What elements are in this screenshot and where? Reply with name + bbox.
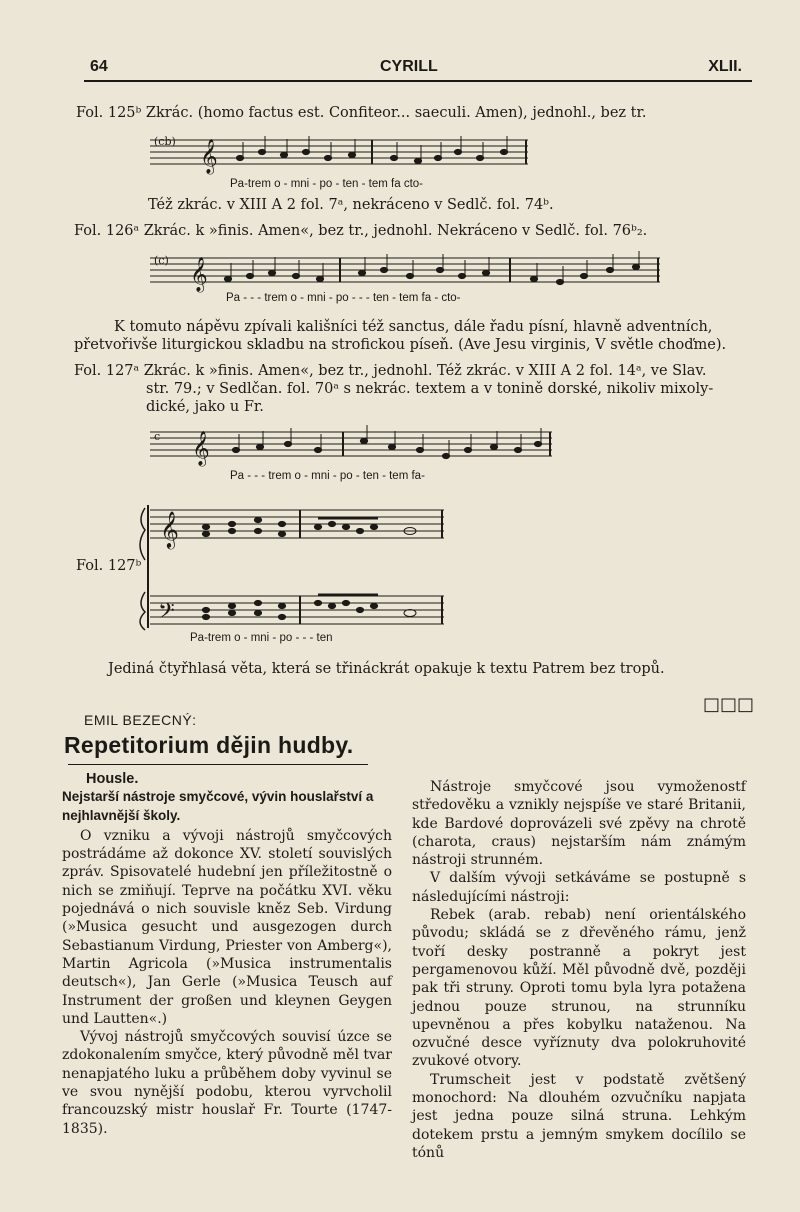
treble-clef-icon: 𝄞 [200, 139, 218, 174]
entry-also-shortened: Též zkrác. v XIII A 2 fol. 7ᵃ, nekráceno v Sedlč. fol. 74ᵇ. [148, 197, 554, 213]
staff-4-notes [202, 517, 416, 536]
clef-mark-3: c [154, 430, 161, 443]
right-paragraph-1: Nástroje smyčcové jsou vymoženostf středověku a vznikly nejspíše ve staré Britanii, kde Bardové doprovázeli své zpěvy na chrotě (charota, craus) nejstarším nám známým nástroji strunném. [412, 779, 746, 869]
paragraph-kalisnici-2: přetvořivše liturgickou skladbu na strofickou píseň. (Ave Jesu virginis, V světle choďme). [74, 337, 727, 353]
right-paragraph-3: Rebek (arab. rebab) není orientálského původu; skládá se z dřevěného rámu, jenž tvoří desky postranně a pokryt jest pergamenovou kůží. Měl původně dvě, později pak tři struny. Oproti tomu byla lyra potažena jednou pouze strunou, na strunníku upevněnou a přes kobylku nataženou. Na ozvučné desce vyříznuty dva polokruhovité zvukové otvory. [412, 907, 746, 1070]
entry-fol-125b: Fol. 125ᵇ Zkrác. (homo factus est. Confiteor... saeculi. Amen), jednohl., bez tr. [76, 105, 647, 121]
paragraph-ctyrhlasa: Jediná čtyřhlasá věta, která se třináckrát opakuje k textu Patrem bez tropů. [108, 661, 665, 677]
treble-clef-icon: 𝄞 [190, 257, 208, 292]
subsection-heading: Nejstarší nástroje smyčcové, vývin houslařství a nejhlavnější školy. [62, 789, 374, 823]
right-column [412, 778, 746, 1162]
ornament-squares: □□□ [703, 694, 755, 715]
staff-2-notes [224, 251, 639, 285]
page-number: 64 [90, 58, 108, 75]
lyric-line-4: Pa-trem o - mni - po - - - ten [190, 632, 333, 644]
paragraph-kalisnici-1: K tomuto nápěvu zpívali kališníci též sanctus, dále řadu písní, hlavně adventních, [114, 319, 713, 335]
article-title: Repetitorium dějin hudby. [64, 732, 354, 758]
entry-fol-127a-end: dické, jako u Fr. [146, 399, 264, 415]
left-paragraph-1: O vzniku a vývoji nástrojů smyčcových postrádáme až dokonce XV. století souvislých zpráv. Spisovatelé hudební jen příležitostně o nich se zmiňují. Teprve na počátku XVI. věku pojednává o nich souvisle kněz Seb. Virdung (»Musica gesucht und ausgezogen durch Sebastianum Virdung, Priester von Amberg«), Martin Agricola (»Musica instrumentalis deutsch«), Jan Gerle (»Musica Teusch auf Instrument der großen und kleynen Geygen und Lautten«.) [62, 827, 392, 1027]
clef-mark-1: (cb) [154, 135, 176, 148]
entry-fol-127a-cont: str. 79.; v Sedlčan. fol. 70ᵃ s nekrác. textem a v tonině dorské, nikoliv mixoly- [146, 381, 714, 397]
lyric-line-1: Pa-trem o - mni - po - ten - tem fa cto- [230, 178, 423, 190]
lyric-line-2: Pa - - - trem o - mni - po - - - ten - tem fa - cto- [226, 292, 461, 304]
staff-5-bass [150, 596, 444, 624]
section-heading: Housle. [86, 771, 139, 787]
article-author: EMIL BEZECNÝ: [84, 712, 197, 728]
entry-fol-127a: Fol. 127ᵃ Zkrác. k »finis. Amen«, bez tr., jednohl. Též zkrác. v XIII A 2 fol. 14ᵃ, ve Slav. [74, 363, 707, 379]
running-title: CYRILL [380, 58, 438, 75]
treble-clef-icon: 𝄞 [160, 510, 179, 548]
staff-3 [150, 432, 552, 456]
lyric-line-3: Pa - - - trem o - mni - po - ten - tem fa- [230, 470, 425, 482]
staff-4-treble [150, 510, 444, 538]
staff-5-notes [202, 595, 416, 620]
title-rule [68, 764, 368, 765]
treble-clef-icon: 𝄞 [192, 431, 210, 466]
right-paragraph-2: V dalším vývoji setkáváme se postupně s následujícími nástroji: [412, 870, 746, 905]
entry-fol-126a: Fol. 126ᵃ Zkrác. k »finis. Amen«, bez tr., jednohl. Nekráceno v Sedlč. fol. 76ᵇ₂. [74, 223, 648, 239]
right-paragraph-4: Trumscheit jest v podstatě zvětšený monochord: Na dlouhém ozvučníku napjata jest jedna pouze silná struna. Lehkým dotekem prstu a jemným smykem docílilo se tónů [412, 1071, 746, 1161]
left-paragraph-2: Vývoj nástrojů smyčcových souvisí úzce se zdokonalením smyčce, který původně měl tvar nenapjatého luku a průběhem doby vyvinul se ve svou nynější podobu, kterou vyrvcholil francouzský mistr houslař Fr. Tourte (1747-1835). [62, 1029, 392, 1137]
clef-mark-2: (c) [154, 254, 169, 267]
fol-127b-label: Fol. 127ᵇ [76, 558, 142, 574]
staff-3-notes [232, 425, 541, 459]
left-column [62, 770, 392, 1138]
bass-clef-icon: 𝄢 [158, 599, 175, 629]
chapter-number: XLII. [708, 58, 742, 75]
